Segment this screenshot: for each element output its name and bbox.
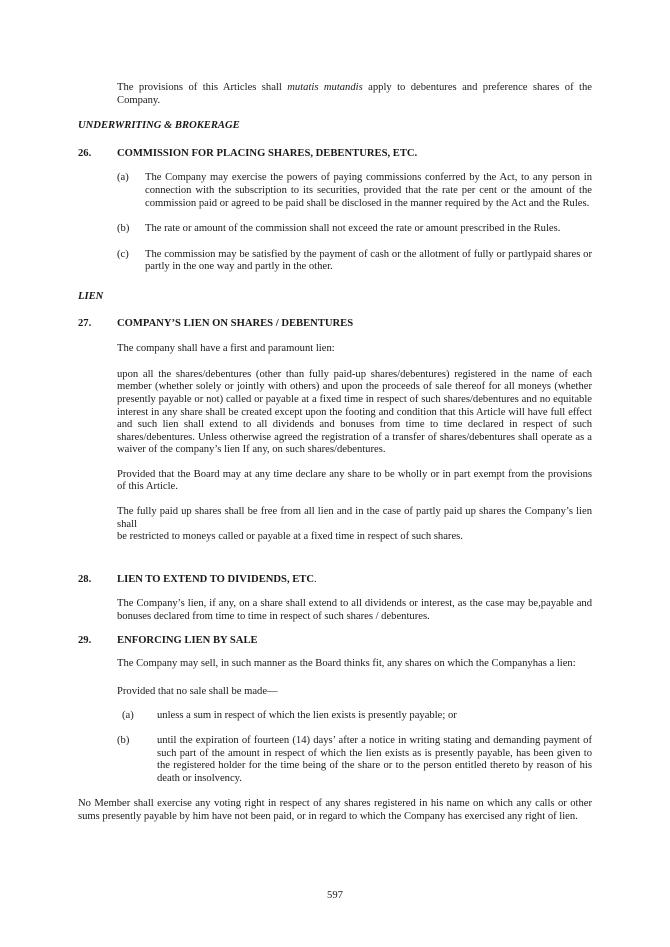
section-29-item-a-text: unless a sum in respect of which the lien exists is presently payable; or: [157, 710, 457, 722]
section-28-title: [117, 574, 592, 587]
intro-paragraph: [117, 82, 592, 107]
intro-text-after: apply to debentures and preference shares of the Company.: [117, 82, 592, 106]
section-27-para-3: Provided that the Board may at any time declare any share to be wholly or in part exempt from the provisions of this Article.: [117, 468, 592, 493]
section-27-title: COMPANY’S LIEN ON SHARES / DEBENTURES: [117, 317, 354, 329]
section-26: [78, 148, 592, 291]
section-28-body: [117, 574, 592, 635]
section-27-para-4: [117, 506, 592, 544]
section-27-para-4-line-2: be restricted to moneys called or payable at a fixed time in respect of such shares.: [117, 531, 463, 543]
section-29-para-1: The Company may sell, in such manner as the Board thinks fit, any shares on which the Companyhas a lien:: [117, 658, 576, 670]
section-29-number: 29.: [78, 634, 92, 646]
section-26-number: 26.: [78, 147, 92, 159]
section-27-para-1: The company shall have a first and paramount lien:: [117, 343, 335, 355]
section-29: [78, 635, 592, 799]
section-26-body: [117, 148, 592, 291]
section-29-title: ENFORCING LIEN BY SALE: [117, 634, 258, 646]
section-29-item-a: [117, 710, 592, 723]
section-26-item-b-text: The rate or amount of the commission shall not exceed the rate or amount prescribed in the Rules.: [145, 223, 561, 235]
section-29-item-b-text: until the expiration of fourteen (14) days’ after a notice in writing stating and demanding payment of such part of the amount in respect of which the lien exists as is presently payable, has been given to the registered holder for the time being of the share or to the person entitled thereto by reason of his death or insolvency.: [157, 735, 592, 784]
intro-latin-phrase: mutatis mutandis: [287, 82, 363, 93]
section-28: [78, 574, 592, 635]
section-29-item-b: [117, 735, 592, 785]
section-27-number: 27.: [78, 317, 92, 329]
section-28-number: 28.: [78, 573, 92, 585]
section-26-item-a-text: The Company may exercise the powers of paying commissions conferred by the Act, to any person in connection with the subscription to its securities, provided that the rate per cent or the amount of the commission paid or agreed to be paid shall be disclosed in the manner required by the Act and the Rules.: [145, 172, 592, 209]
intro-text-before: The provisions of this Articles shall: [117, 82, 288, 93]
section-26-item-b: [117, 223, 592, 236]
underwriting-brokerage-heading: UNDERWRITING & BROKERAGE: [78, 120, 240, 132]
section-29-para-2: Provided that no sale shall be made—: [117, 685, 278, 697]
section-27: [78, 318, 592, 574]
section-27-para-2: upon all the shares/debentures (other than fully paid-up shares/debentures) registered in the name of each member (whether solely or jointly with others) and upon the proceeds of sale thereof for all moneys (whether presently payable or not) called or payable at a fixed time in respect of such shares/debentures and no equitable interest in any share shall be created except upon the footing and condition that this Article will have full effect and such lien shall extend to all dividends and bonuses from time to time declared in respect of such shares/debentures. Unless otherwise agreed the registration of a transfer of shares/debentures shall operate as a waiver of the company’s lien If any, on such shares/debentures.: [117, 368, 592, 456]
section-27-para-4-line-1: The fully paid up shares shall be free from all lien and in the case of partly paid up shares the Company’s lien shall: [117, 506, 592, 530]
section-29-item-b-label: (b): [117, 735, 130, 746]
section-26-item-c-label: (c): [117, 248, 129, 260]
section-26-title: COMMISSION FOR PLACING SHARES, DEBENTURES, ETC.: [117, 147, 418, 159]
section-28-para-1: The Company’s lien, if any, on a share shall extend to all dividends or interest, as the case may be,payable and bonuses declared from time to time in respect of such shares / debentures.: [117, 598, 592, 623]
section-26-item-a: [117, 172, 592, 210]
lien-heading: LIEN: [78, 290, 104, 302]
section-28-title-text: LIEN TO EXTEND TO DIVIDENDS, ETC: [117, 573, 315, 585]
section-29-item-a-label: (a): [122, 710, 134, 722]
section-28-title-period: .: [314, 573, 317, 585]
section-26-item-a-label: (a): [117, 172, 129, 184]
section-26-item-c: [117, 249, 592, 274]
page-number: 597: [327, 890, 343, 901]
section-29-body: [117, 635, 592, 799]
section-27-body: [117, 318, 592, 574]
section-26-item-c-text: The commission may be satisfied by the payment of cash or the allotment of fully or partlypaid shares or partly in the one way and partly in the other.: [145, 248, 592, 273]
no-member-voting-paragraph: No Member shall exercise any voting right in respect of any shares registered in his name on which any calls or other sums presently payable by him have not been paid, or in regard to which the Company has exercised any right of lien.: [78, 798, 592, 822]
section-26-item-b-label: (b): [117, 223, 130, 235]
